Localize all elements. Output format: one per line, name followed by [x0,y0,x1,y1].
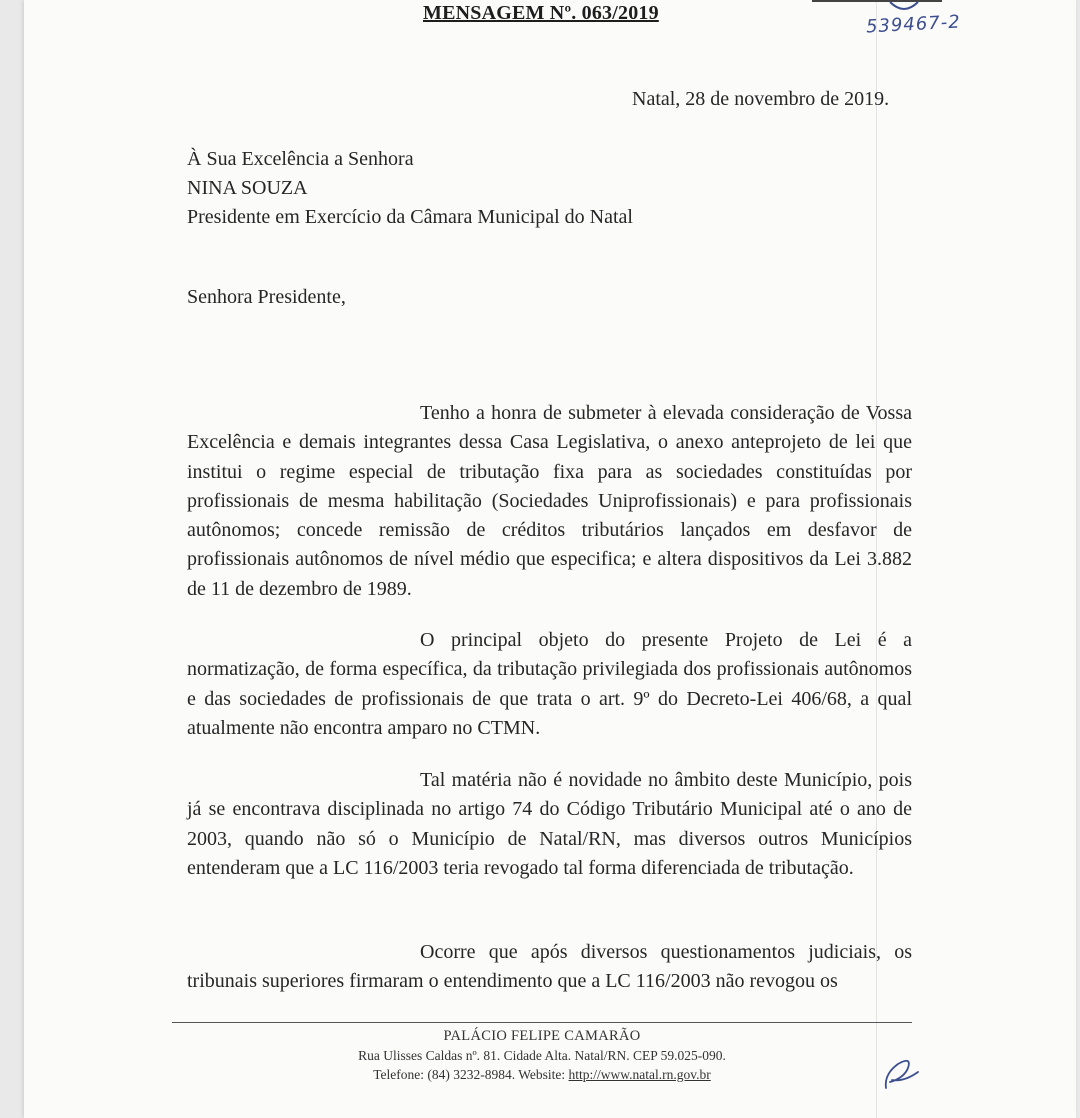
address-line-3: Presidente em Exercício da Câmara Municipal do Natal [187,206,633,228]
footer-address: Rua Ulisses Caldas nº. 81. Cidade Alta. Natal/RN. CEP 59.025-090. [358,1048,726,1063]
address-line-1: À Sua Excelência a Senhora [187,148,414,170]
body-paragraph-1: Tenho a honra de submeter à elevada consideração de Vossa Excelência e demais integrantes dessa Casa Legislativa, o anexo anteprojeto de lei que institui o regime especial de tributação fixa para as sociedades constituídas por profissionais de mesma habilitação (Sociedades Uniprofissionais) e para profissionais autônomos; concede remissão de créditos tributários lançados em desfavor de profissionais autônomos de nível médio que especifica; e altera dispositivos da Lei 3.882 de 11 de dezembro de 1989. [187,402,912,600]
footer-contact [172,1065,912,1084]
address-line-2: NINA SOUZA [187,177,308,199]
handwritten-initial-mark [878,1052,928,1092]
date-line: Natal, 28 de novembro de 2019. [632,88,890,110]
document-title: MENSAGEM Nº. 063/2019 [423,2,659,24]
footer-divider [172,1022,912,1023]
footer-institution-name: PALÁCIO FELIPE CAMARÃO [443,1028,641,1044]
salutation: Senhora Presidente, [187,286,346,308]
footer-website-link[interactable]: http://www.natal.rn.gov.br [568,1067,711,1082]
body-paragraph-2: O principal objeto do presente Projeto de Lei é a normatização, de forma específica, da tributação privilegiada dos profissionais autônomos e das sociedades de profissionais de que trata o art. 9º do Decreto-Lei 406/68, a qual atualmente não encontra amparo no CTMN. [187,629,912,739]
handwritten-protocol-number: 539467-2 [865,11,962,38]
body-paragraph-4: Ocorre que após diversos questionamentos judiciais, os tribunais superiores firmaram o entendimento que a LC 116/2003 não revogou os [187,941,912,993]
footer-phone: Telefone: (84) 3232-8984. Website: [373,1067,569,1082]
body-paragraph-3: Tal matéria não é novidade no âmbito deste Município, pois já se encontrava disciplinada no artigo 74 do Código Tributário Municipal até o ano de 2003, quando não só o Município de Natal/RN, mas diversos outros Municípios entenderam que a LC 116/2003 teria revogado tal forma diferenciada de tributação. [187,769,912,879]
letterhead-footer [172,1027,912,1084]
recipient-address [187,145,633,232]
